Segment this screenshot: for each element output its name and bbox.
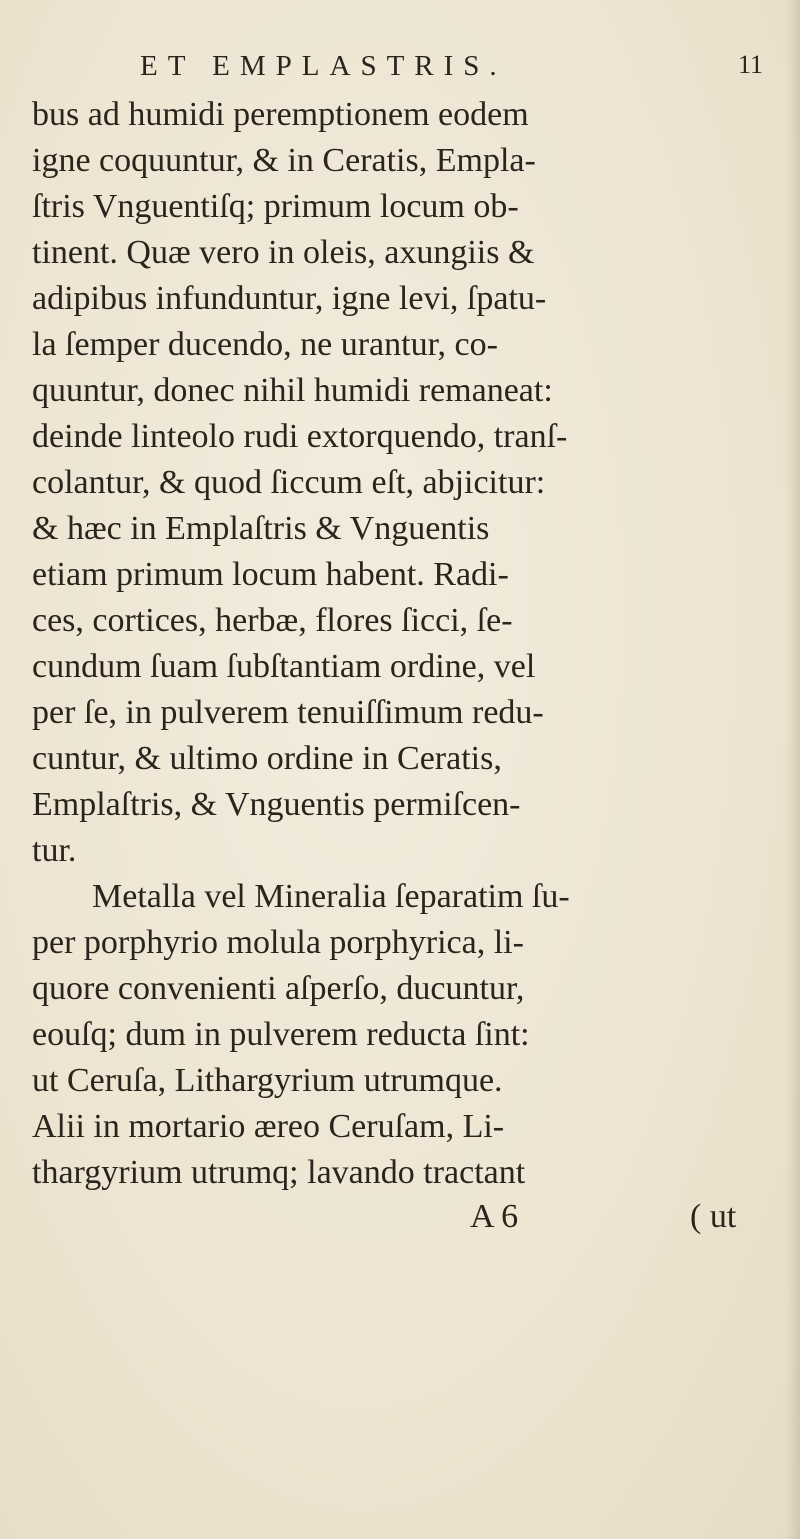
text-line: per porphyrio molula porphyrica, li- [32,924,524,961]
text-line: deinde linteolo rudi extorquendo, tranſ- [32,418,568,455]
text-line: quore convenienti aſperſo, ducuntur, [32,970,525,1007]
text-line: eouſq; dum in pulverem reducta ſint: [32,1016,530,1053]
page-number: 11 [738,50,764,79]
text-line: thargyrium utrumq; lavando tractant [32,1154,526,1191]
text-line: la ſemper ducendo, ne urantur, co- [32,326,498,363]
text-line: igne coquuntur, & in Ceratis, Empla- [32,142,536,179]
text-line: per ſe, in pulverem tenuiſſimum redu- [32,694,544,731]
text-line: ſtris Vnguentiſq; primum locum ob- [32,188,519,225]
running-head: ET EMPLASTRIS. [140,50,507,82]
text-line: ces, cortices, herbæ, flores ſicci, ſe- [32,602,513,639]
text-line: tinent. Quæ vero in oleis, axungiis & [32,234,535,271]
text-line: quuntur, donec nihil humidi remaneat: [32,372,553,409]
signature-mark: A 6 [470,1198,519,1235]
text-line: bus ad humidi peremptionem eodem [32,96,529,133]
text-line: colantur, & quod ſiccum eſt, abjicitur: [32,464,546,501]
text-line: tur. [32,832,77,869]
text-line: Emplaſtris, & Vnguentis permiſcen- [32,786,521,823]
text-line: etiam primum locum habent. Radi- [32,556,509,593]
catchword: ( ut [690,1198,737,1235]
text-line: cuntur, & ultimo ordine in Ceratis, [32,740,502,777]
text-line: Alii in mortario æreo Ceruſam, Li- [32,1108,505,1145]
text-line: adipibus infunduntur, igne levi, ſpatu- [32,280,547,317]
text-line: & hæc in Emplaſtris & Vnguentis [32,510,490,547]
text-line: cundum ſuam ſubſtantiam ordine, vel [32,648,536,685]
paragraph-start-line: Metalla vel Mineralia ſeparatim ſu- [92,878,570,915]
text-line: ut Ceruſa, Lithargyrium utrumque. [32,1062,503,1099]
